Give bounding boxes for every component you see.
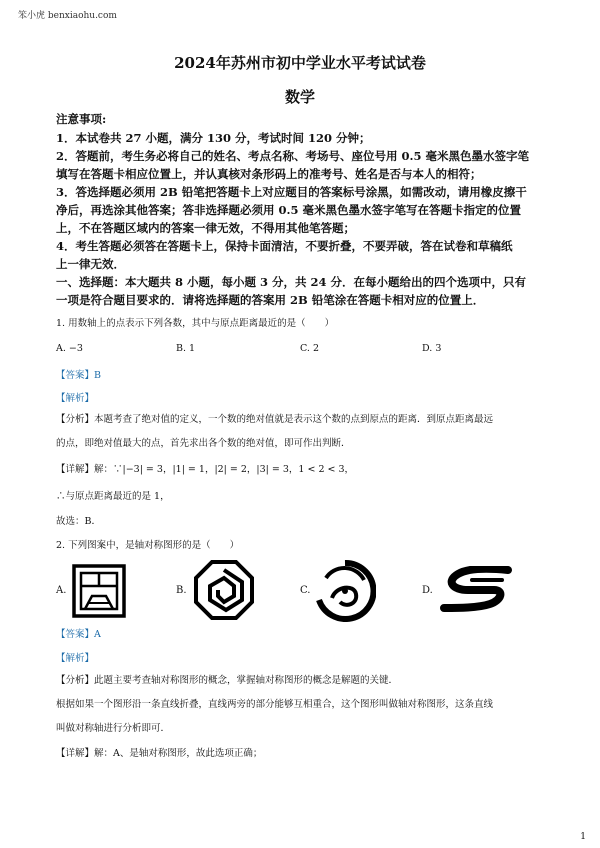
exam-subject: 数学 [284, 88, 315, 106]
q1-answer: 【答案】B [56, 370, 101, 381]
q1-option-d: D. 3 [422, 343, 442, 354]
q2-label-b: B. [176, 585, 187, 596]
notice-line: 3．答选择题必须用 2B 铅笔把答题卡上对应题目的答案标号涂黑，如需改动，请用橡皮擦干 [56, 185, 527, 199]
q1-option-c: C. 2 [300, 343, 320, 354]
q2-analysis-text: 叫做对称轴进行分析即可． [56, 723, 171, 734]
notice-line: 填写在答题卡相应位置上，并认真核对条形码上的准考号、姓名是否与本人的相符； [56, 167, 482, 181]
q1-analysis-text: 【分析】本题考查了绝对值的定义，一个数的绝对值就是表示这个数的点到原点的距离．到原点距离最远 [56, 414, 494, 425]
q2-label-d: D. [422, 585, 433, 596]
q2-answer: 【答案】A [56, 629, 101, 640]
section-heading-line: 一、选择题：本大题共 8 小题，每小题 3 分，共 24 分．在每小题给出的四个选项中，只有 [56, 275, 527, 289]
pattern-d-figure [438, 566, 522, 612]
q1-option-b: B. 1 [176, 343, 196, 354]
q2-analysis-text: 【分析】此题主要考查轴对称图形的概念，掌握轴对称图形的概念是解题的关键． [56, 675, 399, 686]
notice-line: 净后，再选涂其他答案；答非选择题必须用 0.5 毫米黑色墨水签字笔写在答题卡指定的位置 [56, 203, 522, 217]
q2-analysis-text: 根据如果一个图形沿一条直线折叠，直线两旁的部分能够互相重合，这个图形叫做轴对称图形，这条直线 [56, 699, 494, 710]
page-number: 1 [580, 832, 586, 842]
q1-choice: 故选：B． [56, 516, 101, 527]
notice-line: 2．答题前，考生务必将自己的姓名、考点名称、考场号、座位号用 0.5 毫米黑色墨水签字笔 [56, 149, 530, 163]
q2-label-a: A. [56, 585, 67, 596]
section-heading-line: 一项是符合题目要求的．请将选择题的答案用 2B 铅笔涂在答题卡相对应的位置上． [56, 293, 485, 307]
q2-analysis-tag: 【解析】 [56, 653, 95, 664]
notice-line: 4．考生答题必须答在答题卡上，保持卡面清洁，不要折叠，不要弄破，答在试卷和草稿纸 [56, 239, 513, 253]
notice-heading: 注意事项: [56, 112, 107, 126]
pattern-c-figure [314, 560, 376, 622]
q1-stem: 1. 用数轴上的点表示下列各数，其中与原点距离最近的是（ ） [56, 318, 335, 329]
q2-label-c: C. [300, 585, 311, 596]
notice-line: 上一律无效． [56, 257, 125, 271]
q1-option-a: A. −3 [56, 343, 83, 354]
notice-line: 上，不在答题区域内的答案一律无效，不得用其他笔答题； [56, 221, 355, 235]
q1-analysis-tag: 【解析】 [56, 393, 95, 404]
site-watermark: 笨小虎 benxiaohu.com [18, 11, 117, 21]
q1-conclusion: ∴与原点距离最近的是 1， [56, 491, 170, 502]
pattern-a-figure [72, 564, 126, 618]
pattern-b-figure [194, 560, 254, 620]
q1-detail: 【详解】解：∵|−3| = 3，|1| = 1，|2| = 2，|3| = 3，1 < 2 < 3， [56, 464, 355, 475]
q2-detail: 【详解】解：A、是轴对称图形，故此选项正确； [56, 748, 263, 759]
q1-analysis-text: 的点，即绝对值最大的点，首先求出各个数的绝对值，即可作出判断． [56, 438, 351, 449]
exam-title: 2024年苏州市初中学业水平考试试卷 [174, 54, 426, 72]
notice-line: 1．本试卷共 27 小题，满分 130 分，考试时间 120 分钟； [56, 131, 371, 145]
q2-stem: 2. 下列图案中，是轴对称图形的是（ ） [56, 540, 240, 551]
